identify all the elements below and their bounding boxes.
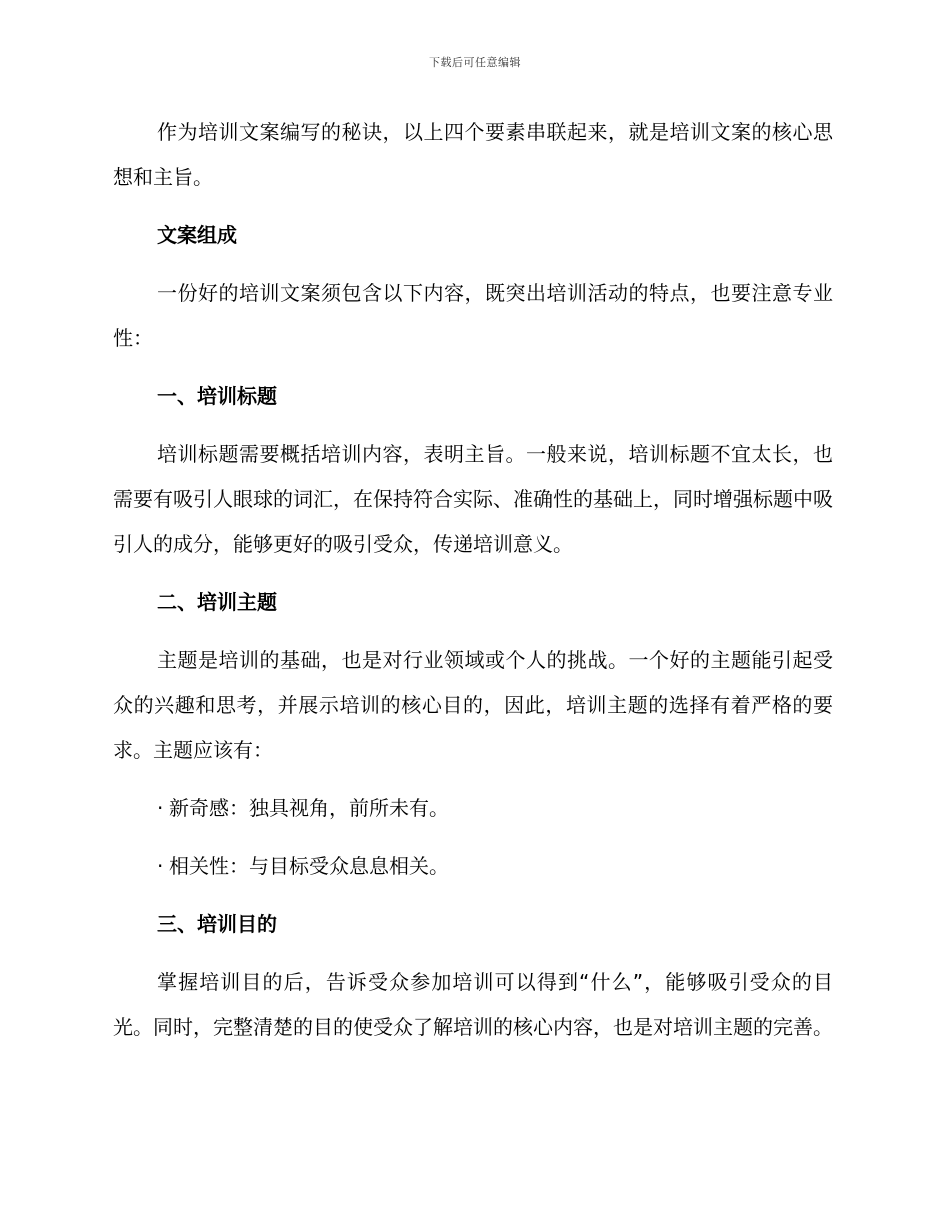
list-item-text: 新奇感：独具视角，前所未有。	[169, 796, 449, 820]
bullet-marker: ·	[157, 796, 164, 820]
document-body	[113, 110, 833, 1063]
paragraph-intro: 作为培训文案编写的秘诀，以上四个要素串联起来，就是培训文案的核心思想和主旨。	[113, 120, 833, 189]
section-heading-title: 一、培训标题	[157, 384, 277, 408]
page-header-note: 下载后可任意编辑	[429, 56, 521, 69]
section-heading-theme: 二、培训主题	[157, 590, 277, 614]
list-item	[113, 786, 833, 831]
paragraph-theme: 主题是培训的基础，也是对行业领域或个人的挑战。一个好的主题能引起受众的兴趣和思考，并展示培训的核心目的，因此，培训主题的选择有着严格的要求。主题应该有：	[113, 648, 833, 762]
paragraph-purpose: 掌握培训目的后，告诉受众参加培训可以得到“什么”，能够吸引受众的目光。同时，完整清楚的目的使受众了解培训的核心内容，也是对培训主题的完善。	[113, 970, 833, 1039]
paragraph-composition: 一份好的培训文案须包含以下内容，既突出培训活动的特点，也要注意专业性：	[113, 281, 833, 350]
list-item	[113, 844, 833, 889]
paragraph-title: 培训标题需要概括培训内容，表明主旨。一般来说，培训标题不宜太长，也需要有吸引人眼球的词汇，在保持符合实际、准确性的基础上，同时增强标题中吸引人的成分，能够更好的吸引受众，传递培训意义。	[113, 442, 833, 556]
section-heading-purpose: 三、培训目的	[157, 912, 277, 936]
bullet-marker: ·	[157, 854, 164, 878]
list-item-text: 相关性：与目标受众息息相关。	[169, 854, 449, 878]
section-heading-composition: 文案组成	[157, 223, 237, 247]
